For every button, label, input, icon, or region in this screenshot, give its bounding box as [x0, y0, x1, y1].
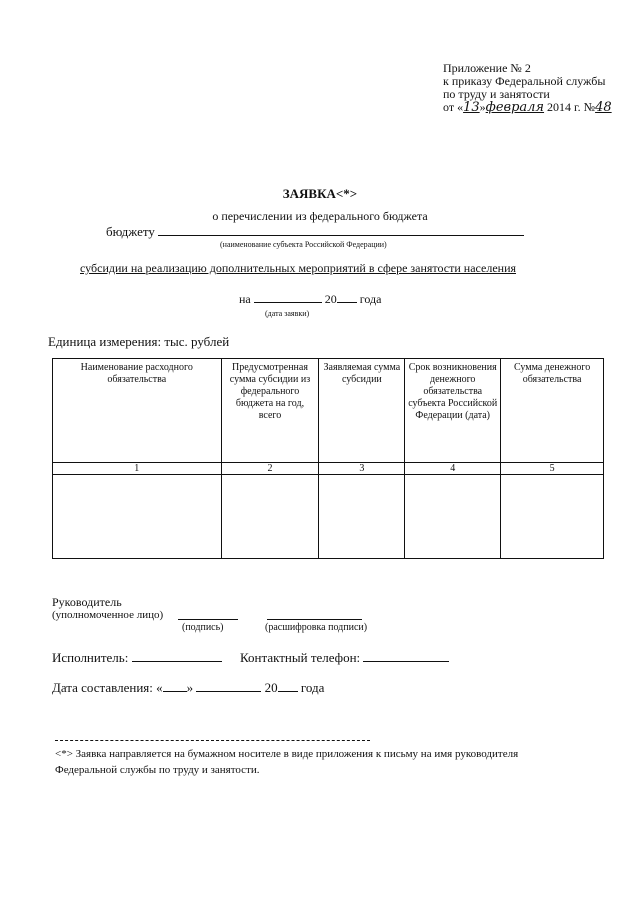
- document-title: ЗАЯВКА<*>: [282, 186, 358, 201]
- header-cell: Заявляемая сумма субсидии: [319, 359, 405, 463]
- appendix-date-line: [443, 101, 612, 114]
- input-cell[interactable]: [53, 475, 222, 559]
- phone-field[interactable]: [363, 661, 449, 662]
- signature-decode-field[interactable]: [267, 607, 362, 620]
- compile-date-label: Дата составления: «: [52, 680, 163, 695]
- header-cell: Наименование расходного обязательства: [53, 359, 222, 463]
- compile-year-prefix: 20: [264, 680, 278, 695]
- header-cell: Предусмотренная сумма субсидии из федерального бюджета на год, всего: [221, 359, 319, 463]
- compile-year-field[interactable]: [278, 691, 298, 692]
- signature-field[interactable]: [178, 607, 238, 620]
- compile-date-row: [52, 680, 324, 696]
- column-number: 2: [221, 463, 319, 475]
- period-caption: (дата заявки): [265, 309, 310, 318]
- phone-row: [240, 650, 449, 666]
- column-number: 1: [53, 463, 222, 475]
- date-mid: »: [479, 100, 486, 114]
- handwritten-month: февраля: [485, 100, 545, 115]
- header-cell: Сумма денежного обязательства: [501, 359, 604, 463]
- budget-caption: (наименование субъекта Российской Федерации): [220, 240, 387, 249]
- compile-date-mid: »: [186, 680, 194, 695]
- footnote-divider: [55, 740, 370, 741]
- signature-decode-caption: (расшифровка подписи): [265, 622, 368, 633]
- table-header-row: [53, 359, 604, 463]
- compile-day-field[interactable]: [163, 691, 187, 692]
- column-number: 3: [319, 463, 405, 475]
- footnote-line-2: Федеральной службы по труду и занятости.: [55, 764, 260, 776]
- subsidy-table: [52, 358, 604, 559]
- period-mid: 20: [324, 292, 337, 306]
- budget-recipient-field[interactable]: [158, 235, 524, 236]
- column-number: 5: [501, 463, 604, 475]
- handwritten-number: 48: [595, 100, 612, 115]
- table-row: [53, 475, 604, 559]
- year-part: 2014 г. №: [547, 100, 596, 114]
- executor-field[interactable]: [132, 661, 222, 662]
- head-label: Руководитель: [52, 595, 122, 609]
- period-year-field[interactable]: [337, 302, 357, 303]
- phone-label: Контактный телефон:: [240, 650, 361, 665]
- signature-caption: (подпись): [182, 622, 224, 633]
- budget-row: [106, 224, 524, 240]
- document-subtitle: о перечислении из федерального бюджета: [212, 209, 428, 223]
- appendix-line-2: к приказу Федеральной службы: [443, 74, 606, 88]
- input-cell[interactable]: [221, 475, 319, 559]
- budget-label: бюджету: [106, 224, 155, 239]
- date-prefix: от «: [443, 100, 464, 114]
- unit-label: Единица измерения: тыс. рублей: [48, 334, 230, 349]
- appendix-block: [443, 62, 612, 114]
- head-sublabel: (уполномоченное лицо): [52, 609, 164, 621]
- appendix-line-3: по труду и занятости: [443, 87, 550, 101]
- footnote-line-1: <*> Заявка направляется на бумажном носителе в виде приложения к письму на имя руководителя: [55, 748, 519, 760]
- executor-row: [52, 650, 222, 666]
- period-prefix: на: [239, 292, 251, 306]
- period-suffix: года: [359, 292, 382, 306]
- header-cell: Срок возникновения денежного обязательства субъекта Российской Федерации (дата): [405, 359, 501, 463]
- appendix-line-1: Приложение № 2: [443, 61, 531, 75]
- executor-label: Исполнитель:: [52, 650, 129, 665]
- period-row: [239, 292, 381, 307]
- input-cell[interactable]: [405, 475, 501, 559]
- input-cell[interactable]: [319, 475, 405, 559]
- purpose-text: субсидии на реализацию дополнительных мероприятий в сфере занятости населения: [80, 261, 517, 275]
- compile-month-field[interactable]: [196, 691, 261, 692]
- period-date-field[interactable]: [254, 302, 322, 303]
- handwritten-day: 13: [463, 100, 480, 115]
- compile-date-suffix: года: [300, 680, 325, 695]
- table-number-row: [53, 463, 604, 475]
- input-cell[interactable]: [501, 475, 604, 559]
- column-number: 4: [405, 463, 501, 475]
